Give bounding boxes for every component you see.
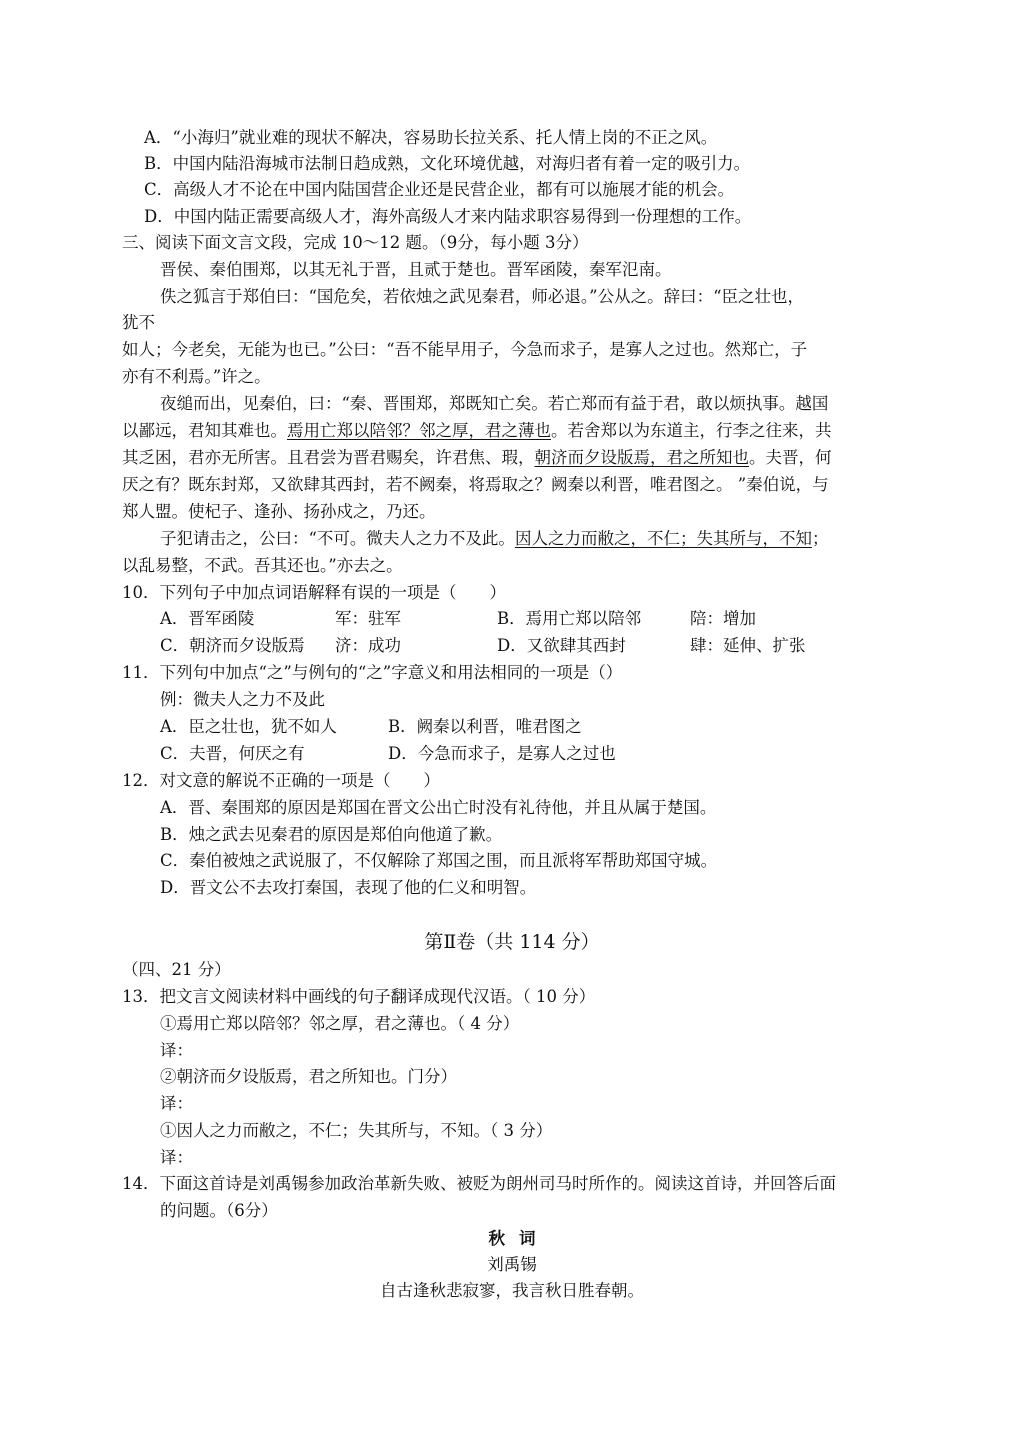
underlined-sentence-3: 因人之力而敝之，不仁；失其所与，不知 bbox=[514, 529, 812, 548]
q12-stem: 12．对文意的解说不正确的一项是（ ） bbox=[122, 771, 440, 790]
passage-paragraph-4-line-2: 以乱易整，不武。吾其还也。”亦去之。 bbox=[122, 556, 403, 575]
q11-option-c: C．夫晋，何厌之有 bbox=[160, 744, 305, 763]
passage-paragraph-3-line-2 bbox=[122, 420, 832, 442]
q13-sentence-1: ①焉用亡郑以陪邻？邻之厚，君之薄也。（ 4 分） bbox=[160, 1014, 520, 1033]
q13-translation-label-3: 译： bbox=[160, 1148, 193, 1167]
q10-option-a: A．晋军函陵 bbox=[160, 609, 255, 628]
q14-stem-line-2: 的问题。（6分） bbox=[160, 1201, 278, 1220]
passage-text: ； bbox=[811, 529, 829, 548]
q9-option-b: B．中国内陆沿海城市法制日趋成熟，文化环境优越，对海归者有着一定的吸引力。 bbox=[144, 154, 751, 173]
part2-title: 第Ⅱ卷（共 114 分） bbox=[424, 931, 600, 953]
q12-option-c: C．秦伯被烛之武说服了，不仅解除了郑国之围，而且派将军帮助郑国守城。 bbox=[160, 851, 718, 870]
passage-paragraph-3-line-4: 厌之有？既东封郑，又欲肆其西封，若不阙秦，将焉取之？阙秦以利晋，唯君图之。 ”秦伯说，与 bbox=[122, 475, 829, 494]
q14-stem-line-1: 14．下面这首诗是刘禹锡参加政治革新失败、被贬为朗州司马时所作的。阅读这首诗，并回答后面 bbox=[122, 1174, 836, 1193]
q10-option-c: C．朝济而夕设版焉 bbox=[160, 636, 305, 655]
q11-option-b: B．阙秦以利晋，唯君图之 bbox=[388, 717, 582, 736]
q9-option-d: D．中国内陆正需要高级人才，海外高级人才来内陆求职容易得到一份理想的工作。 bbox=[144, 207, 752, 226]
q10-option-a-note: 军：驻军 bbox=[335, 609, 401, 628]
passage-text: 其乏困，君亦无所害。且君尝为晋君赐矣，许君焦、瑕， bbox=[122, 448, 535, 467]
passage-paragraph-4-line-1 bbox=[160, 528, 828, 550]
passage-text: 以鄙远，君知其难也。 bbox=[122, 421, 287, 440]
q12-option-b: B．烛之武去见秦君的原因是郑伯向他道了歉。 bbox=[160, 825, 503, 844]
q11-option-a: A．臣之壮也，犹不如人 bbox=[160, 717, 337, 736]
q9-option-c: C．高级人才不论在中国内陆国营企业还是民营企业，都有可以施展才能的机会。 bbox=[144, 180, 735, 199]
underlined-sentence-1: 焉用亡郑以陪邻？邻之厚，君之薄也 bbox=[287, 421, 551, 440]
passage-paragraph-2-line-1: 佚之狐言于郑伯曰：“国危矣，若依烛之武见秦君，师必退。”公从之。辞曰：“臣之壮也， bbox=[160, 287, 805, 306]
part2-subheading: （四、21 分） bbox=[122, 960, 231, 979]
q10-option-b: B．焉用亡郑以陪邻 bbox=[497, 609, 642, 628]
q13-stem: 13．把文言文阅读材料中画线的句子翻译成现代汉语。（ 10 分） bbox=[122, 987, 596, 1006]
passage-paragraph-1: 晋侯、秦伯围郑，以其无礼于晋，且贰于楚也。晋军函陵，秦军氾南。 bbox=[160, 260, 672, 279]
passage-paragraph-2-line-2: 犹不 bbox=[122, 313, 155, 332]
q13-translation-label-1: 译： bbox=[160, 1041, 193, 1060]
q13-translation-label-2: 译： bbox=[160, 1094, 193, 1113]
q10-option-d-note: 肆：延伸、扩张 bbox=[690, 636, 806, 655]
passage-paragraph-3-line-3 bbox=[122, 447, 832, 469]
section3-heading: 三、阅读下面文言文段，完成 10～12 题。（9分，每小题 3分） bbox=[122, 233, 589, 252]
passage-paragraph-3-line-1: 夜缒而出，见秦伯，曰：“秦、晋围郑，郑既知亡矣。若亡郑而有益于君，敢以烦执事。越国 bbox=[160, 394, 829, 413]
q13-sentence-3: ①因人之力而敝之，不仁；失其所与，不知。（ 3 分） bbox=[160, 1121, 553, 1140]
underlined-sentence-2: 朝济而夕设版焉，君之所知也 bbox=[534, 448, 749, 467]
passage-text: 。若舍郑以为东道主，行李之往来，共 bbox=[551, 421, 832, 440]
poem-title: 秋词 bbox=[488, 1229, 550, 1248]
poem-author: 刘禹锡 bbox=[487, 1255, 537, 1274]
q11-example: 例：微夫人之力不及此 bbox=[160, 690, 325, 709]
q11-stem: 11．下列句中加点“之”与例句的“之”字意义和用法相同的一项是（） bbox=[122, 663, 623, 682]
q12-option-d: D．晋文公不去攻打秦国，表现了他的仁义和明智。 bbox=[160, 878, 537, 897]
q10-option-c-note: 济：成功 bbox=[335, 636, 401, 655]
q10-stem: 10．下列句子中加点词语解释有误的一项是（ ） bbox=[122, 583, 506, 602]
q9-option-a: A．“小海归”就业难的现状不解决，容易助长拉关系、托人情上岗的不正之风。 bbox=[144, 128, 718, 147]
passage-paragraph-2-line-3: 如人；今老矣，无能为也已。”公曰：“吾不能早用子，今急而求子，是寡人之过也。然郑亡，子 bbox=[122, 340, 808, 359]
q12-option-a: A．晋、秦围郑的原因是郑国在晋文公出亡时没有礼待他，并且从属于楚国。 bbox=[160, 798, 717, 817]
poem-line-1: 自古逢秋悲寂寥，我言秋日胜春朝。 bbox=[380, 1281, 644, 1300]
q10-option-b-note: 陪：增加 bbox=[690, 609, 756, 628]
passage-paragraph-2-line-4: 亦有不利焉。”许之。 bbox=[122, 367, 271, 386]
q13-sentence-2: ②朝济而夕设版焉，君之所知也。门分） bbox=[160, 1067, 457, 1086]
passage-text: 。夫晋，何 bbox=[749, 448, 832, 467]
passage-text: 子犯请击之，公曰：“不可。微夫人之力不及此。 bbox=[160, 529, 515, 548]
passage-paragraph-3-line-5: 郑人盟。使杞子、逢孙、扬孙戍之，乃还。 bbox=[122, 502, 436, 521]
q10-option-d: D．又欲肆其西封 bbox=[497, 636, 626, 655]
q11-option-d: D．今急而求子，是寡人之过也 bbox=[388, 744, 616, 763]
